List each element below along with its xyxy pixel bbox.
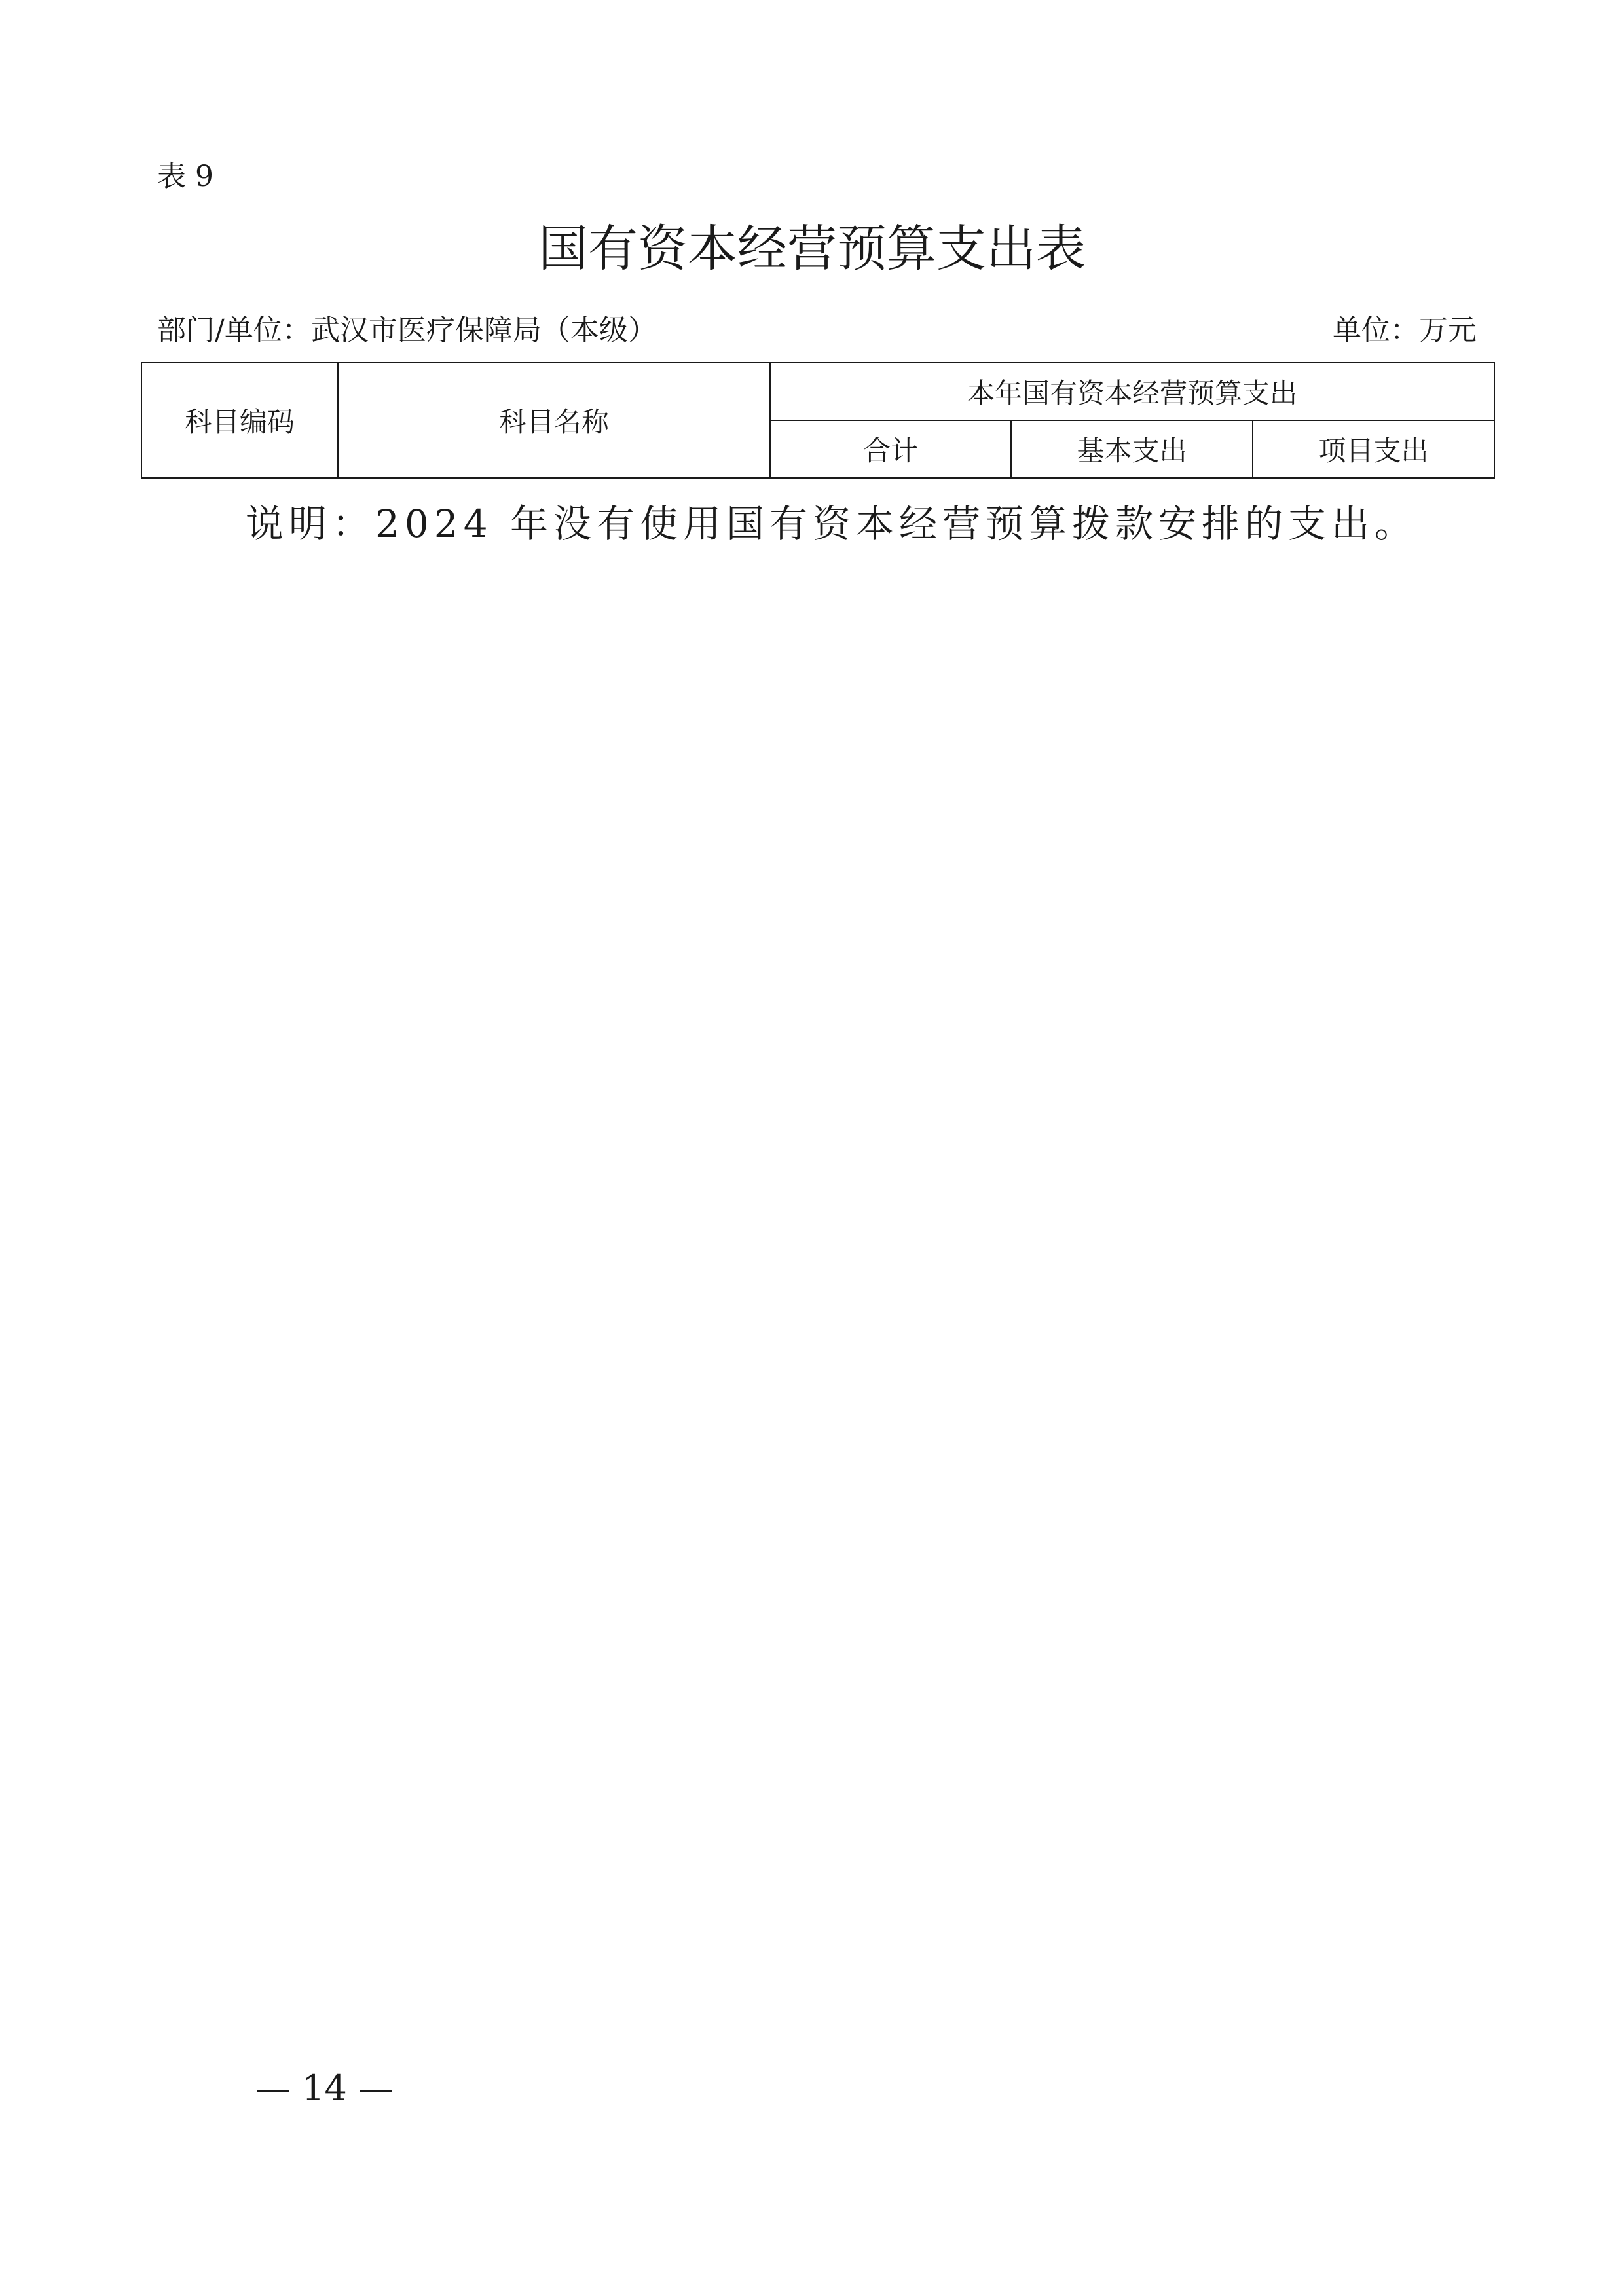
header-subject-code: 科目编码 (141, 363, 338, 478)
table-number: 表 9 (157, 160, 213, 193)
header-current-year-expenditure: 本年国有资本经营预算支出 (770, 363, 1494, 420)
table-header-row (141, 363, 1494, 420)
header-basic-expenditure: 基本支出 (1011, 420, 1253, 478)
budget-table (141, 362, 1495, 479)
explanation-note: 说明：2024 年没有使用国有资本经营预算拨款安排的支出。 (246, 501, 1418, 546)
unit-label: 单位：万元 (1333, 314, 1477, 347)
page-title: 国有资本经营预算支出表 (538, 219, 1086, 278)
page-number: — 14 — (255, 2068, 394, 2109)
department-label: 部门/单位：武汉市医疗保障局（本级） (157, 314, 657, 347)
header-total: 合计 (770, 420, 1011, 478)
header-subject-name: 科目名称 (338, 363, 770, 478)
header-project-expenditure: 项目支出 (1253, 420, 1494, 478)
